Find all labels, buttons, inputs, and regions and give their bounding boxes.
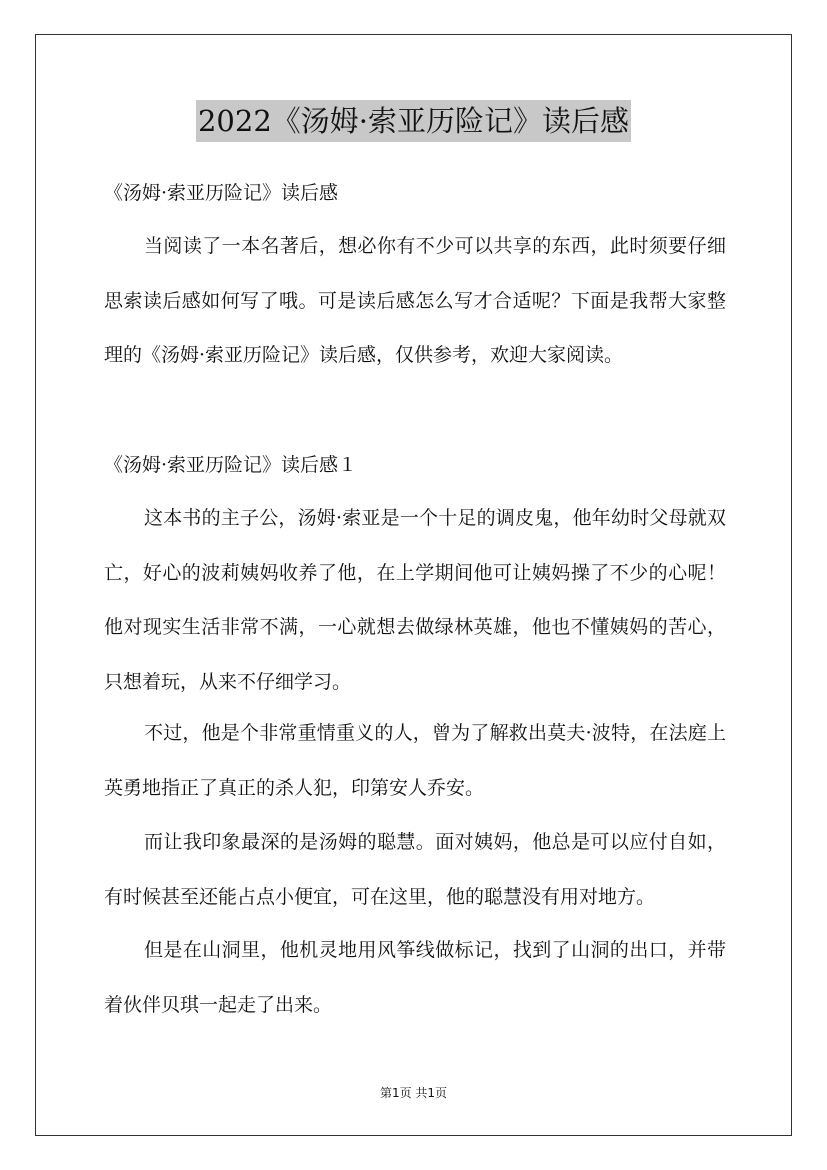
document-title bbox=[0, 100, 827, 142]
page-footer: 第1页 共1页 bbox=[379, 1086, 448, 1100]
body-paragraph-3: 而让我印象最深的是汤姆的聪慧。面对姨妈，他总是可以应付自如，有时候甚至还能占点小便宜，可在这里，他的聪慧没有用对地方。 bbox=[104, 831, 726, 908]
section-heading: 《汤姆·索亚历险记》读后感１ bbox=[104, 454, 358, 476]
document-title-text: 2022《汤姆·索亚历险记》读后感 bbox=[196, 100, 631, 142]
body-paragraph-4: 但是在山洞里，他机灵地用风筝线做标记，找到了山洞的出口，并带着伙伴贝琪一起走了出来。 bbox=[104, 939, 726, 1016]
body-paragraph-1: 这本书的主子公，汤姆·索亚是一个十足的调皮鬼，他年幼时父母就双亡，好心的波莉姨妈收养了他，在上学期间他可让姨妈操了不少的心呢！他对现实生活非常不满，一心就想去做绿林英雄，他也不懂姨妈的苦心，只想着玩，从来不仔细学习。 bbox=[104, 507, 726, 693]
intro-paragraph: 当阅读了一本名著后，想必你有不少可以共享的东西，此时须要仔细思索读后感如何写了哦。可是读后感怎么写才合适呢？下面是我帮大家整理的《汤姆·索亚历险记》读后感，仅供参考，欢迎大家阅读。 bbox=[104, 235, 726, 366]
document-subtitle: 《汤姆·索亚历险记》读后感 bbox=[104, 182, 339, 204]
body-paragraph-2: 不过，他是个非常重情重义的人，曾为了解救出莫夫·波特，在法庭上英勇地指正了真正的杀人犯，印第安人乔安。 bbox=[104, 722, 726, 799]
